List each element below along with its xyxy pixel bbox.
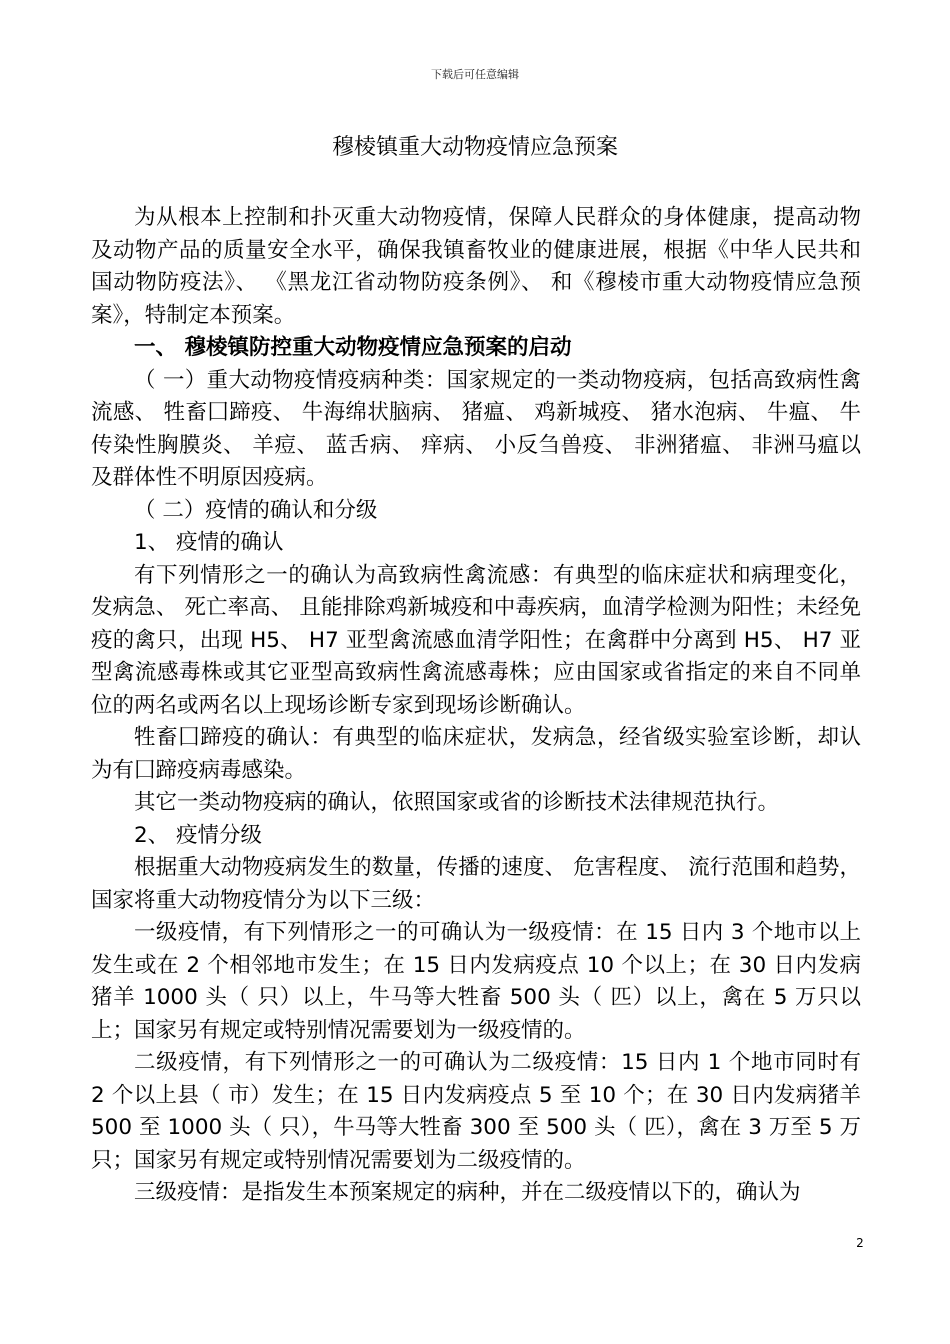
paragraph-level-1: 一级疫情，有下列情形之一的可确认为一级疫情：在 15 日内 3 个地市以上发生或在 2 个相邻地市发生；在 15 日内发病疫点 10 个以上；在 30 日内发病猪羊 1000 头（ 只）以上，牛马等大牲畜 500 头（ 匹）以上，禽在 5 万只以上；国家另有规定或特别情况需要划为一级疫情的。	[91, 920, 861, 1043]
document-body	[91, 202, 861, 1210]
section-heading-1: 一、 穆棱镇防控重大动物疫情应急预案的启动	[134, 335, 572, 360]
paragraph-level-3: 三级疫情：是指发生本预案规定的病种，并在二级疫情以下的，确认为	[134, 1180, 801, 1205]
paragraph-disease-types: （ 一）重大动物疫情疫病种类：国家规定的一类动物疫病，包括高致病性禽流感、 牲畜囗蹄疫、 牛海绵状脑病、 猪瘟、 鸡新城疫、 猪水泡病、 牛瘟、 牛传染性胸膜炎、 羊痘、 蓝舌病、 痒病、 小反刍兽疫、 非洲猪瘟、 非洲马瘟以及群体性不明原因疫病。	[91, 367, 861, 490]
page-number: 2	[856, 1236, 864, 1250]
item-heading-grading: 2、 疫情分级	[134, 822, 263, 848]
paragraph-intro: 为从根本上控制和扑灭重大动物疫情，保障人民群众的身体健康，提高动物及动物产品的质量安全水平，确保我镇畜牧业的健康进展，根据《中华人民共和国动物防疫法》、 《黑龙江省动物防疫条例》、 和《穆棱市重大动物疫情应急预案》，特制定本预案。	[91, 205, 861, 328]
paragraph-avian-flu: 有下列情形之一的确认为高致病性禽流感：有典型的临床症状和病理变化，发病急、 死亡率高、 且能排除鸡新城疫和中毒疾病，血清学检测为阳性；未经免疫的禽只，出现 H5、 H7 亚型禽流感血清学阳性；在禽群中分离到 H5、 H7 亚型禽流感毒株或其它亚型高致病性禽流感毒株；应由国家或省指定的来自不同单位的两名或两名以上现场诊断专家到现场诊断确认。	[91, 562, 861, 718]
document-title: 穆棱镇重大动物疫情应急预案	[331, 135, 618, 160]
subsection-heading-2: （ 二）疫情的确认和分级	[134, 497, 378, 523]
paragraph-other-diseases: 其它一类动物疫病的确认，依照国家或省的诊断技术法律规范执行。	[134, 790, 780, 815]
item-heading-confirmation: 1、 疫情的确认	[134, 530, 284, 555]
header-note: 下载后可任意编辑	[431, 68, 519, 81]
paragraph-fmd: 牲畜囗蹄疫的确认：有典型的临床症状，发病急，经省级实验室诊断，却认为有囗蹄疫病毒感染。	[91, 725, 861, 783]
paragraph-level-2: 二级疫情，有下列情形之一的可确认为二级疫情：15 日内 1 个地市同时有 2 个以上县（ 市）发生；在 15 日内发病疫点 5 至 10 个；在 30 日内发病猪羊 500 至 1000 头（ 只），牛马等大牲畜 300 至 500 头（ 匹），禽在 3 万至 5 万只；国家另有规定或特别情况需要划为二级疫情的。	[91, 1050, 861, 1173]
paragraph-grading-intro: 根据重大动物疫病发生的数量，传播的速度、 危害程度、 流行范围和趋势，国家将重大动物疫情分为以下三级：	[91, 855, 861, 913]
